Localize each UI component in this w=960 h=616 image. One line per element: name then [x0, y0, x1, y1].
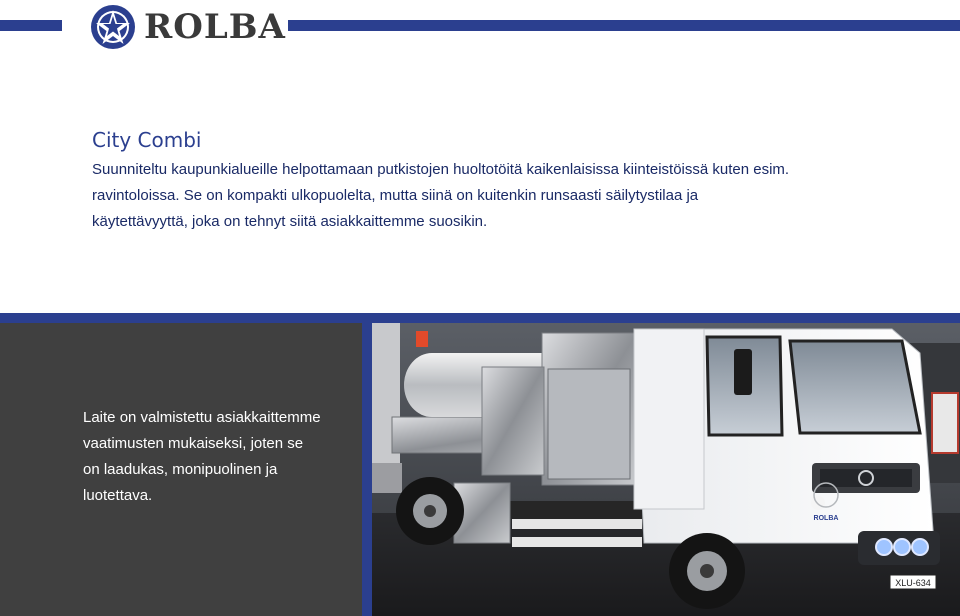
- info-panel-edge: [362, 323, 372, 616]
- license-plate: XLU-634: [895, 578, 931, 588]
- intro-paragraph: Suunniteltu kaupunkialueille helpottamaan putkistojen huoltotöitä kaikenlaisissa kiinteistöissä kuten esim. ravintoloissa. Se on kompakti ulkopuolelta, mutta siinä on kuitenkin runsaasti säilytystilaa ja käytettävyyttä, joka on tehnyt siitä asiakkaittemme suosikin.: [92, 161, 790, 230]
- logo-wordmark: ROLBA: [144, 7, 286, 47]
- rear-wheel: [396, 477, 464, 545]
- rolba-logo[interactable]: [90, 4, 286, 50]
- header-bar-right: [288, 20, 960, 31]
- info-panel-text: Laite on valmistettu asiakkaittemme vaatimusten mukaiseksi, joten se on laadukas, monipuolinen ja luotettava.: [83, 409, 321, 504]
- section-divider: [0, 313, 960, 323]
- rolba-star-icon: [90, 4, 136, 50]
- truck-photo: [372, 323, 960, 616]
- truck-badge: ROLBA: [813, 515, 839, 522]
- header-bar-left: [0, 20, 62, 31]
- page-title: City Combi: [92, 128, 202, 152]
- front-wheel: [669, 533, 745, 609]
